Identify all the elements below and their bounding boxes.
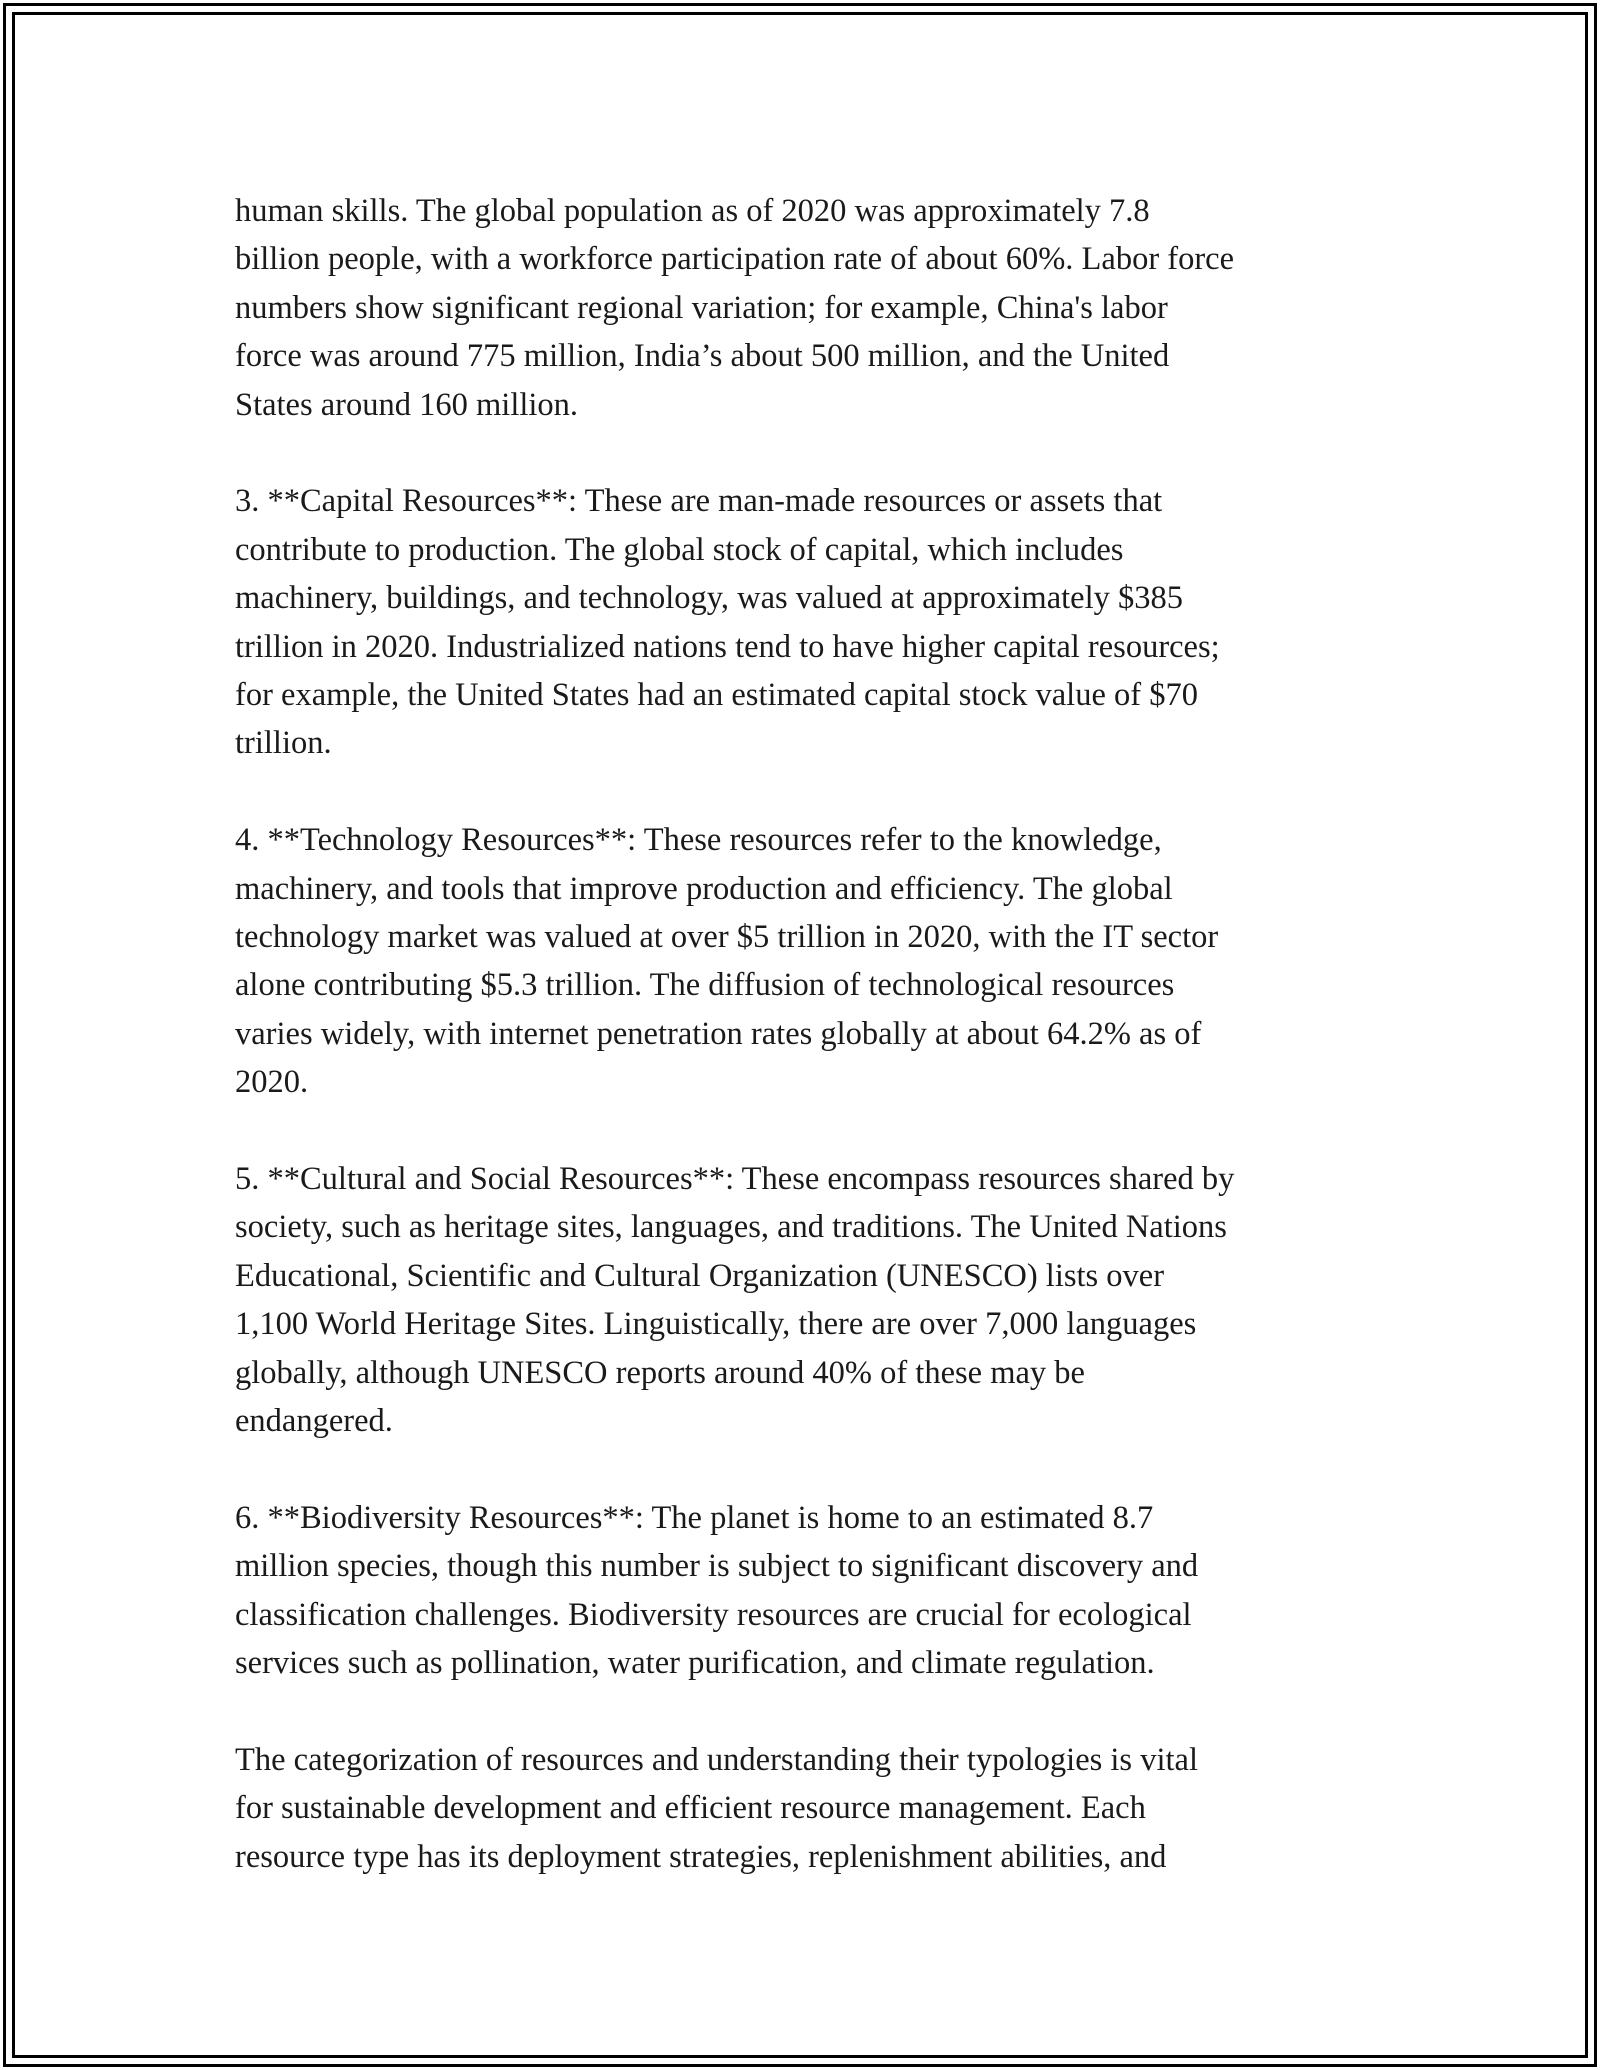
- document-body: [235, 187, 1375, 1881]
- paragraph-capital-resources: 3. **Capital Resources**: These are man-made resources or assets that contribute to production. The global stock of capital, which includes machinery, buildings, and technology, was valued at approximately $385 trillion in 2020. Industrialized nations tend to have higher capital resources; for example, the United States had an estimated capital stock value of $70 trillion.: [235, 483, 1220, 762]
- paragraph-human-resources-continued: human skills. The global population as of 2020 was approximately 7.8 billion people, with a workforce participation rate of about 60%. Labor force numbers show significant regional variation; for example, China's labor force was around 775 million, India’s about 500 million, and the United States around 160 million.: [235, 193, 1235, 423]
- paragraph-biodiversity-resources: 6. **Biodiversity Resources**: The planet is home to an estimated 8.7 million species, though this number is subject to significant discovery and classification challenges. Biodiversity resources are crucial for ecological services such as pollination, water purification, and climate regulation.: [235, 1499, 1199, 1682]
- paragraph-conclusion: The categorization of resources and understanding their typologies is vital for sustainable development and efficient resource management. Each resource type has its deployment strategies, replenishment abilities, and: [235, 1741, 1198, 1875]
- paragraph-cultural-social-resources: 5. **Cultural and Social Resources**: These encompass resources shared by society, such as heritage sites, languages, and traditions. The United Nations Educational, Scientific and Cultural Organization (UNESCO) lists over 1,100 World Heritage Sites. Linguistically, there are over 7,000 languages globally, although UNESCO reports around 40% of these may be endangered.: [235, 1161, 1235, 1440]
- paragraph-technology-resources: 4. **Technology Resources**: These resources refer to the knowledge, machinery, and tools that improve production and efficiency. The global technology market was valued at over $5 trillion in 2020, with the IT sector alone contributing $5.3 trillion. The diffusion of technological resources varies widely, with internet penetration rates globally at about 64.2% as of 2020.: [235, 822, 1219, 1101]
